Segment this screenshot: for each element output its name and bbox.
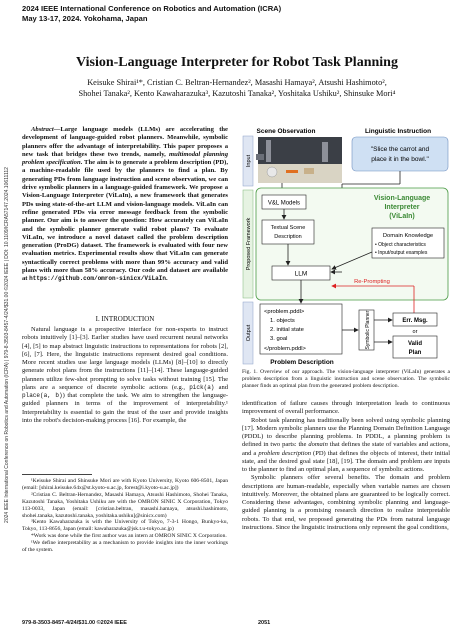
- vl-models-label: V&L Models: [267, 200, 301, 207]
- footnote: ²Cristian C. Beltran-Hernandez, Masashi Hamaya, Atsushi Hashimoto, Shohei Tanaka, Kazutoshi Tanaka, Yoshitaka Ushiku are with the OMRON SINIC X Corporation, Tokyo 113-0033, Japan (email: [cristian.beltran, masashi.hamaya, atsushi.hashimoto, shohei.tanaka, kazutoshi.tanaka, yoshitaka.ushiku]@sinicx.com): [22, 491, 228, 519]
- italic-domain: domain: [308, 441, 328, 449]
- instruction-quote-line-1: "Slice the carrot and: [370, 146, 430, 153]
- pddl-item-objects: 1. objects: [270, 318, 295, 324]
- valid-plan-line-2: Plan: [408, 350, 422, 356]
- abstract-text-a: Large language models (LLMs) are accelerating the development of language-guided robot planners. Meanwhile, symbolic planners offer the advantage of interpretability. This paper proposes a new task that bridges these two trends, namely,: [22, 126, 228, 158]
- figure-caption: Fig. 1. Overview of our approach. The vision-language interpreter (ViLaIn) generates a problem description from a linguistic instruction and scene observation. The symbolic planner finds an optimal plan from the generated problem description.: [242, 369, 450, 389]
- textual-scene-line-2: Description: [274, 234, 302, 240]
- introduction-text: [22, 326, 228, 425]
- error-message-label: Err. Msg.: [402, 318, 428, 324]
- code-link[interactable]: https://github.com/omron-sinicx/ViLaIn: [29, 275, 166, 283]
- paragraph: [242, 417, 450, 475]
- abstract-italic-term: multimodal planning problem specification: [22, 150, 228, 167]
- problem-description-label: Problem Description: [270, 359, 334, 366]
- stage-label-framework: Proposed Framework: [246, 217, 252, 271]
- page-number: 2051: [258, 620, 271, 626]
- paper-title: Vision-Language Interpreter for Robot Task Planning: [76, 55, 398, 70]
- footnote-rule: [22, 474, 92, 475]
- intro-text-a: Natural language is a prospective interface for non-experts to instruct robots intuitively [1]–[3]. Earlier studies have used recurrent neural networks [4], [5] to map abstract linguistic instructions to representations for robots [2], [6], [7]. Here, the linguistic instructions represent desired goal conditions. More recent studies use large language models (LLMs) [8]–[10] to directly generate robot plans from the instructions [11]–[14]. These language-guided planners utilize few-shot prompting to solve tasks without training [15]. The plans are a sequence of discrete symbolic actions (e.g.,: [22, 326, 228, 391]
- doi-sidebar-text: 2024 IEEE International Conference on Robotics and Automation (ICRA) | 979-8-3503-8457-4/24/$31.00 ©2024 IEEE | DOI: 10.1109/ICRA57147.2024.10611112: [4, 167, 10, 523]
- pddl-item-initial-state: 2. initial state: [270, 327, 304, 333]
- stage-label-output: Output: [246, 324, 252, 342]
- author-list: [24, 77, 450, 99]
- domain-knowledge-label: Domain Knowledge: [382, 233, 434, 239]
- conference-header: [22, 4, 281, 24]
- abstract-label: Abstract—: [31, 126, 61, 133]
- footnote: *Work was done while the first author was an intern at OMRON SINIC X Corporation.: [31, 533, 227, 540]
- text-span: (PD) that defines the objects of interest, their initial state, and the desired goal state [18], [19]. The domain and problem are inputs to the planner to find an optimal plan, a sequence of symbolic actions.: [242, 449, 450, 473]
- textual-scene-box: [262, 220, 314, 244]
- paragraph: Symbolic planners offer several benefits. The domain and problem descriptions are human-readable, especially when variable names are chosen intuitively. Moreover, the obtained plans are guaranteed to be logically correct. Considering these advantages, combining symbolic planning and language-guided planning is a promising research direction to realize interpretable robots. To that end, we proposed generating the PDs from natural language instructions. Since the linguistic instructions only represent the goal conditions,: [242, 474, 450, 531]
- footer-copyright: 979-8-3503-8457-4/24/$31.00 ©2024 IEEE: [22, 620, 127, 626]
- conference-name: 2024 IEEE International Conference on Robotics and Automation (ICRA): [22, 4, 282, 13]
- vilain-title-line-2: Interpreter: [384, 204, 420, 211]
- domain-knowledge-item-2: • Input/output examples: [375, 250, 428, 256]
- footnote: ¹We define interpretability as a mechanism to provide insights into the inner workings of the system.: [22, 540, 228, 554]
- paragraph: identification of failure causes through interpretation leads to continuous improvement of overall performance.: [242, 400, 450, 416]
- llm-label: LLM: [294, 270, 308, 278]
- figure-1-diagram: [242, 124, 452, 368]
- or-label: or: [412, 329, 418, 335]
- right-column-text: [242, 400, 450, 532]
- stage-label-input: Input: [246, 154, 252, 168]
- pddl-close-tag: </problem.pddl>: [264, 346, 306, 352]
- domain-knowledge-item-1: • Object characteristics: [375, 242, 426, 248]
- intro-text-c: ) that complete the task. We aim to strengthen the language-guided planners in terms of the improvement of interpretability.¹ Interpretability is essential to gain the trust of the user and provide insights into the robot's decision-making process [16]. For example, the: [22, 392, 228, 424]
- italic-problem-description: problem description: [258, 449, 312, 457]
- reprompting-label: Re-Prompting: [354, 279, 390, 285]
- scene-observation-label: Scene Observation: [256, 128, 316, 135]
- text-span: that defines the state of variables and actions, and a: [242, 441, 450, 457]
- footnotes: [22, 478, 228, 554]
- conference-dates: May 13-17, 2024. Yokohama, Japan: [22, 14, 148, 23]
- instruction-quote-line-2: place it in the bowl.": [371, 156, 429, 163]
- footnote: ³Kento Kawaharazuka is with the University of Tokyo, 7-3-1 Hongo, Bunkyo-ku, Tokyo, 113-8656, Japan (email: kawaharazuka@jsk.t.u-tokyo.ac.jp): [22, 519, 228, 533]
- footnote: ¹Keisuke Shirai and Shinsuke Mori are with Kyoto University, Kyoto 606-8501, Japan (email: [shirai.keisuke.64x@st.kyoto-u.ac.jp, forest@i.kyoto-u.ac.jp]): [22, 478, 228, 491]
- symbolic-planner-label: Symbolic Planner: [365, 310, 371, 350]
- instruction-bubble: [352, 137, 448, 171]
- scene-photo: [256, 137, 342, 183]
- abstract: [22, 126, 228, 284]
- pddl-open-tag: <problem.pddl>: [264, 309, 305, 315]
- vilain-title-line-1: Vision-Language: [373, 195, 431, 202]
- abstract-text-b: . The aim is to generate a problem description (PD), a machine-readable file used by the planners to find a plan. By generating PDs from language instruction and scene observation, we can drive symbolic planners in a language-guided framework. We propose a Vision-Language Interpreter (ViLaIn), a new framework that generates PDs using state-of-the-art LLM and vision-language models. ViLaIn can refine generated PDs via error message feedback from the symbolic planner. Our aim is to answer the question: How accurately can ViLaIn and the symbolic planner generate valid robot plans? To evaluate ViLaIn, we introduce a novel dataset called the problem description generation (ProDG) dataset. The framework is evaluated with four new evaluation metrics. Experimental results show that ViLaIn can generate syntactically correct problems with more than 99% accuracy and valid plans with more than 58% accuracy. Our code and dataset are available at: [22, 159, 229, 283]
- text-span: Robot task planning has traditionally been solved using symbolic planning [17]. Modern symbolic planners use the Planning Domain Definition Language (PDDL) to describe planning problems. In PDDL, a planning problem is defined in two parts: the: [242, 416, 450, 449]
- linguistic-instruction-label: Linguistic Instruction: [364, 128, 432, 135]
- pddl-item-goal: 3. goal: [270, 336, 288, 342]
- abstract-end: .: [165, 275, 168, 283]
- doi-sidebar: [3, 96, 11, 596]
- vilain-title-line-3: (ViLaIn): [389, 213, 415, 220]
- textual-scene-line-1: Textual Scene: [270, 225, 306, 231]
- section-heading-introduction: I. INTRODUCTION: [95, 315, 155, 323]
- code-place: place(a, b): [22, 392, 63, 399]
- intro-text-b: and: [214, 383, 229, 391]
- code-pick: pick(a): [189, 383, 215, 391]
- valid-plan-line-1: Valid: [407, 341, 423, 347]
- author-line-2: Shohei Tanaka², Kento Kawaharazuka³, Kazutoshi Tanaka², Yoshitaka Ushiku², Shinsuke Mori⁴: [78, 89, 396, 98]
- author-line-1: Keisuke Shirai¹*, Cristian C. Beltran-Hernandez², Masashi Hamaya², Atsushi Hashimoto²,: [87, 78, 387, 87]
